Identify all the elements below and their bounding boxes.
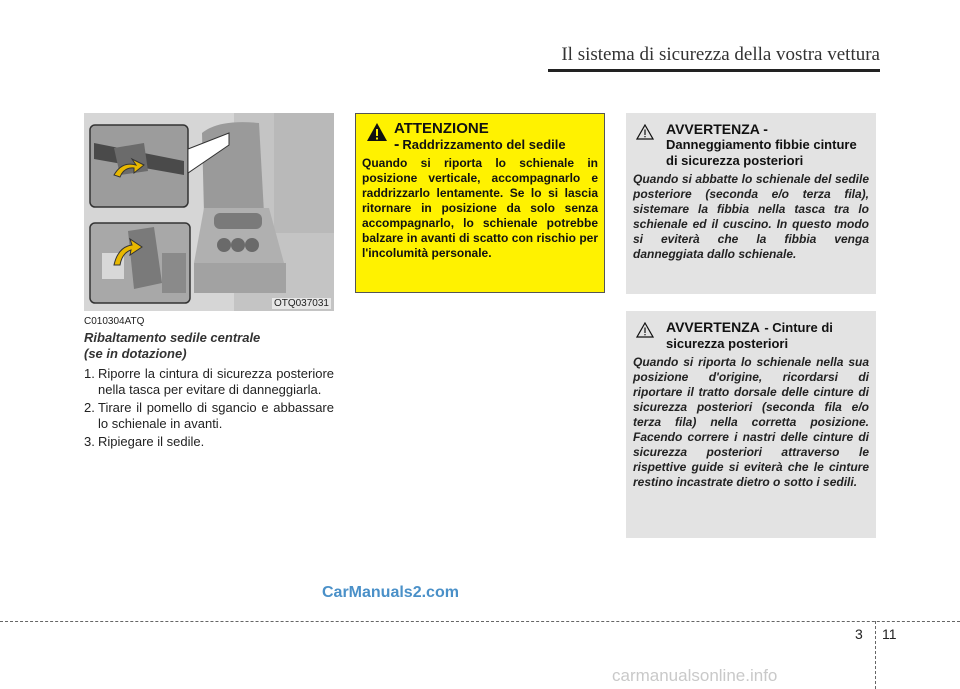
warning-header (633, 319, 869, 352)
steps-list (84, 366, 334, 452)
list-item (84, 434, 334, 450)
warning-body: Quando si riporta lo schienale nella sua posizione d'origine, ricordarsi di riportare il tratto dorsale delle cinture di sicurezza posteriori (seconda fila e/o terza fila) nella corretta posizione. Facendo correre i nastri delle cinture di sicurezza posteriori attraverso le rispettive guide si eviterà che le cinture restino incastrate dietro o sotto i sedili. (633, 355, 869, 489)
list-item (84, 400, 334, 432)
header-rule (548, 69, 880, 72)
warning-title: AVVERTENZA (666, 319, 760, 335)
warning-subtitle: Danneggiamento fibbie cinture di sicurezza posteriori (666, 137, 857, 168)
warning-triangle-icon (366, 122, 388, 142)
page-number: 11 (882, 626, 897, 642)
warning-title: AVVERTENZA - (666, 121, 768, 137)
attention-dash: - (394, 136, 400, 153)
footer-divider (0, 621, 960, 622)
warning-header (633, 121, 869, 169)
step-text: Riporre la cintura di sicurezza posteriore nella tasca per evitare di danneggiarla. (98, 366, 334, 397)
seat-illustration (84, 113, 334, 311)
section-title (84, 330, 334, 362)
footer-site-watermark: carmanualsonline.info (612, 666, 778, 685)
footer-vertical-divider (875, 621, 876, 689)
step-text: Ripiegare il sedile. (98, 434, 205, 449)
chapter-number: 3 (855, 626, 863, 642)
section-code: C010304ATQ (84, 316, 145, 327)
step-number: 2. (84, 400, 95, 415)
warning-box-buckles (626, 113, 876, 294)
attention-title-wrap (394, 120, 566, 153)
attention-title: ATTENZIONE (394, 120, 489, 137)
section-title-line2: (se in dotazione) (84, 346, 187, 361)
warning-triangle-icon (636, 124, 654, 140)
attention-body: Quando si riporta lo schienale in posizione verticale, accompagnarlo e raddrizzarlo lentamente. Se lo si lascia ritornare in posizione da solo senza accompagnarlo, lo schienale potrebbe balzare in avanti di scatto con rischio per l'incolumità personale. (362, 156, 598, 260)
warning-triangle-icon (636, 322, 654, 338)
step-number: 3. (84, 434, 95, 449)
watermark-link[interactable]: CarManuals2.com (322, 584, 459, 601)
step-text: Tirare il pomello di sgancio e abbassare lo schienale in avanti. (98, 400, 334, 431)
header-title: Il sistema di sicurezza della vostra vettura (561, 44, 880, 65)
section-title-line1: Ribaltamento sedile centrale (84, 330, 261, 345)
seat-illustration-drawing (84, 113, 334, 311)
warning-title-wrap (666, 319, 869, 352)
warning-title-wrap (666, 121, 869, 169)
warning-box-belts (626, 311, 876, 538)
step-number: 1. (84, 366, 95, 381)
figure-code: OTQ037031 (273, 298, 329, 309)
warning-body: Quando si abbatte lo schienale del sedile posteriore (seconda e/o terza fila), sistemare la fibbia nella tasca tra lo schienale ed il cuscino. In questo modo si eviterà che la fibbia venga danneggiata dallo schienale. (633, 172, 869, 261)
attention-subtitle: Raddrizzamento del sedile (402, 137, 566, 152)
inset-detail-bottom (90, 223, 190, 303)
list-item (84, 366, 334, 398)
attention-subtitle-line (394, 137, 566, 153)
attention-box (355, 113, 605, 293)
attention-header (362, 120, 598, 153)
warning-subtitle: - Cinture di sicurezza posteriori (666, 320, 833, 351)
